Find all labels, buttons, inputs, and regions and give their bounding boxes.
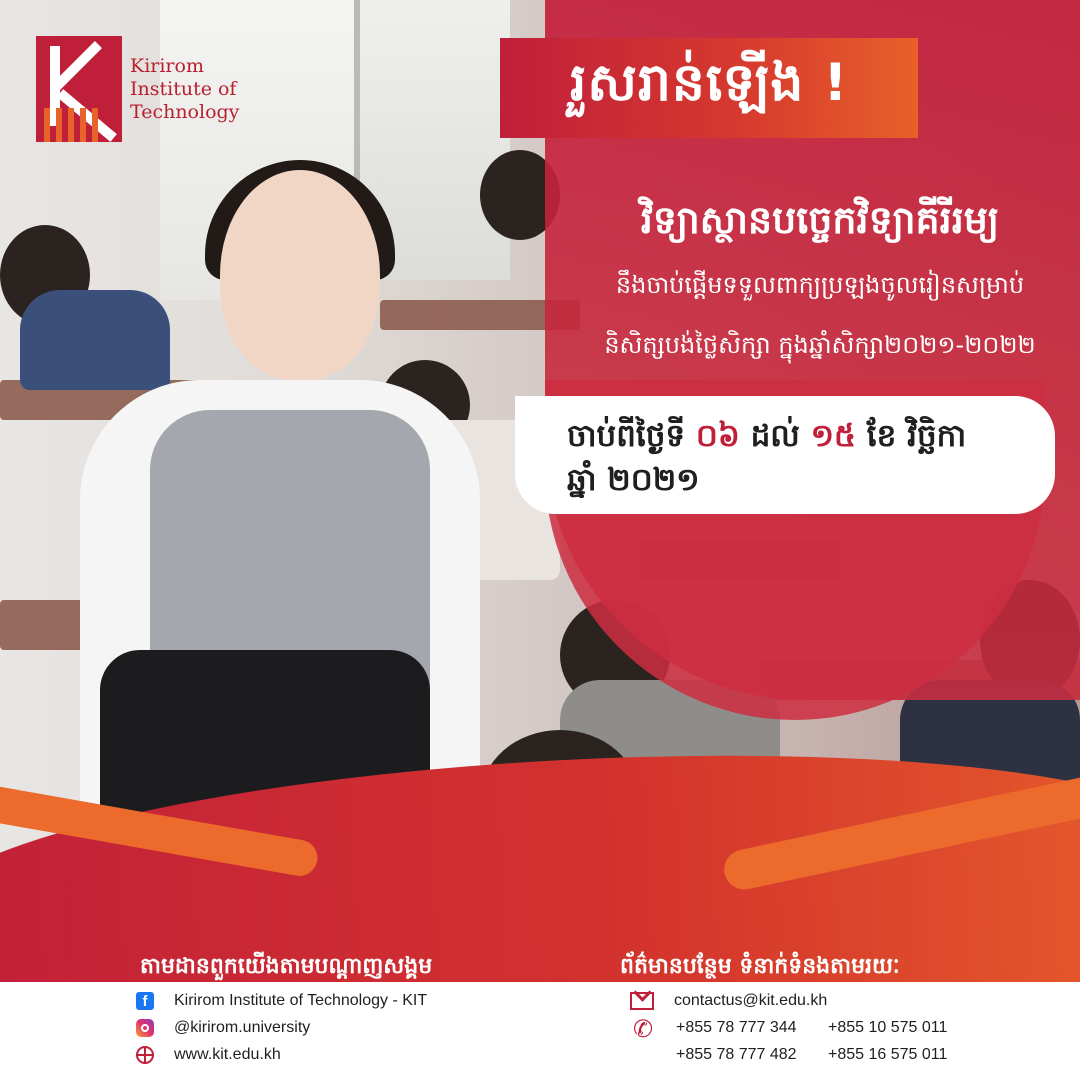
headline-banner: [500, 38, 918, 138]
instagram-row[interactable]: [136, 1019, 310, 1037]
end-day: ១៥: [810, 418, 856, 454]
instagram-link[interactable]: @kirirom.university: [174, 1019, 311, 1036]
logo-line: Institute of: [130, 77, 237, 100]
instagram-icon: [136, 1019, 154, 1037]
logo-line: Technology: [130, 100, 240, 123]
date-range: [567, 414, 1055, 458]
date-month: ខែ វិច្ឆិកា: [866, 418, 967, 454]
social-heading: តាមដានពួកយើងតាមបណ្តាញសង្គម: [140, 954, 433, 979]
footer-bar: [0, 982, 1080, 1080]
phone-row: [632, 1015, 674, 1043]
mail-icon: [630, 992, 654, 1010]
date-prefix: ចាប់ពីថ្ងៃទី: [567, 418, 686, 454]
date-box: [515, 396, 1055, 514]
logo-text: [130, 55, 239, 124]
phone-number[interactable]: +855 78 777 482: [676, 1046, 797, 1063]
phone-row-2: [676, 1046, 980, 1064]
website-row[interactable]: [136, 1046, 281, 1064]
globe-icon: [136, 1046, 154, 1064]
start-day: ០៦: [695, 418, 740, 454]
announcement-line: និសិត្សបង់ថ្លៃសិក្សា ក្នុងឆ្នាំសិក្សា២០២១-២០២២: [604, 331, 1036, 359]
website-link[interactable]: www.kit.edu.kh: [174, 1046, 281, 1063]
contact-heading: ព័ត៌មានបន្ថែម ទំនាក់ទំនងតាមរយៈ: [620, 954, 900, 979]
kit-logo-mark-icon: [36, 36, 122, 142]
announcement-line: នឹងចាប់ផ្តើមទទួលពាក្យប្រឡងចូលរៀនសម្រាប់: [615, 271, 1025, 299]
phone-row-1: [676, 1019, 980, 1037]
logo-line: Kirirom: [130, 54, 204, 77]
facebook-row[interactable]: [136, 992, 427, 1010]
phone-icon: ✆: [632, 1015, 654, 1043]
facebook-icon: f: [136, 992, 154, 1010]
phone-number[interactable]: +855 78 777 344: [676, 1019, 797, 1036]
facebook-link[interactable]: Kirirom Institute of Technology - KIT: [174, 992, 428, 1009]
phone-number[interactable]: +855 10 575 011: [828, 1019, 948, 1036]
institute-name: វិទ្យាស្ថានបច្ចេកវិទ្យាគីរីរម្យ: [640, 198, 1000, 242]
student-body: [20, 290, 170, 390]
email-link[interactable]: contactus@kit.edu.kh: [674, 992, 828, 1009]
student-face: [220, 170, 380, 380]
email-row[interactable]: [630, 992, 827, 1010]
phone-number[interactable]: +855 16 575 011: [828, 1046, 948, 1063]
kit-logo: [36, 36, 239, 142]
headline-text: រួសរាន់ឡើង !: [569, 53, 849, 113]
date-to: ដល់: [750, 418, 800, 454]
date-year: ឆ្នាំ ២០២១: [567, 462, 700, 498]
